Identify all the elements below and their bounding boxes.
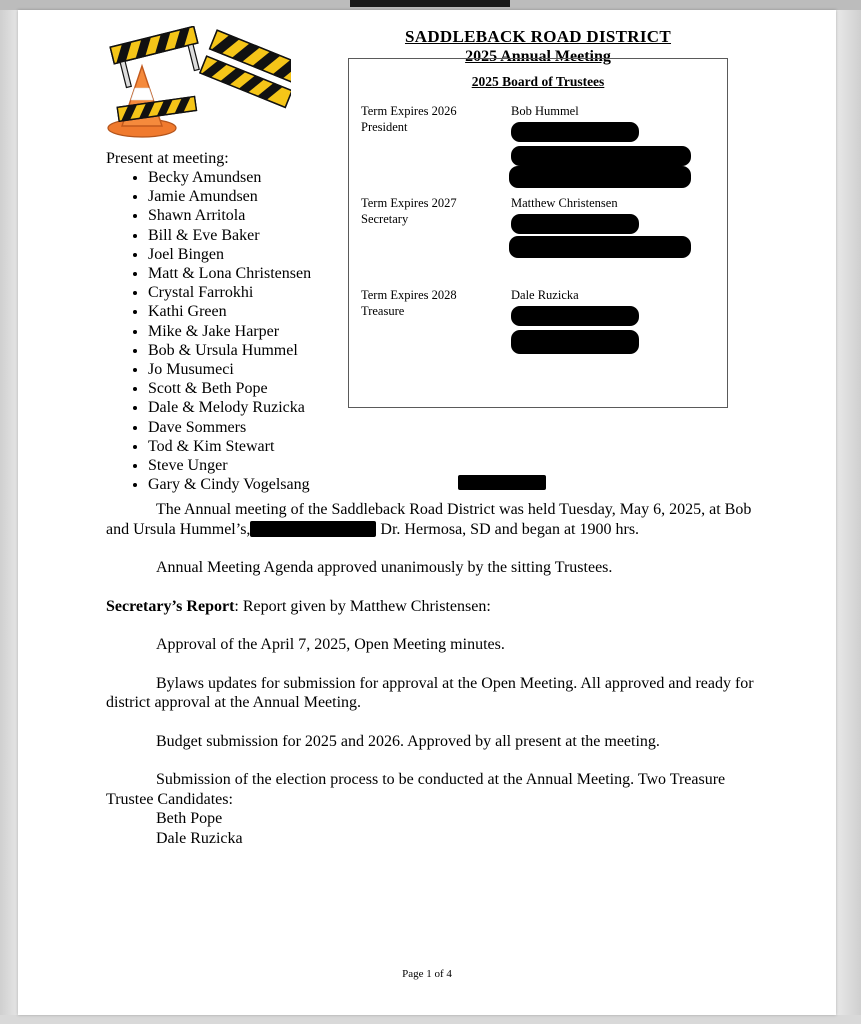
list-item: • Bob & Ursula Hummel: [148, 341, 311, 360]
redaction-bar: [511, 306, 639, 326]
redaction-bar: [509, 236, 691, 258]
candidate-name: Beth Pope: [156, 810, 223, 827]
page-right-margin: [836, 10, 861, 1015]
minutes-paragraph: Approval of the April 7, 2025, Open Meeting minutes.: [156, 636, 505, 653]
secretary-report-heading: Secretary’s Report: [106, 597, 235, 615]
list-item: • Becky Amundsen: [148, 168, 311, 187]
trustees-heading: 2025 Board of Trustees: [471, 74, 605, 89]
trustee-term: Term Expires 2027: [361, 196, 457, 210]
redaction-bar: [458, 475, 546, 490]
agenda-paragraph: Annual Meeting Agenda approved unanimously by the sitting Trustees.: [156, 559, 613, 576]
redaction-bar: [511, 122, 639, 142]
trustee-term-role: [361, 196, 511, 227]
list-item: • Bill & Eve Baker: [148, 226, 311, 245]
trustee-row: [349, 104, 727, 182]
list-item: • Tod & Kim Stewart: [148, 437, 311, 456]
trustee-role: Treasure: [361, 303, 405, 318]
list-item: • Shawn Arritola: [148, 206, 311, 225]
election-paragraph: Submission of the election process to be conducted at the Annual Meeting. Two Treasure Trustee Candidates:: [106, 771, 726, 808]
board-of-trustees-box: [348, 58, 728, 408]
budget-paragraph: Budget submission for 2025 and 2026. Approved by all present at the meeting.: [156, 732, 660, 750]
redaction-bar: [511, 330, 639, 354]
page-left-margin: [0, 10, 18, 1015]
list-item: • Mike & Jake Harper: [148, 322, 311, 341]
list-item: • Gary & Cindy Vogelsang: [148, 475, 311, 494]
page-subtitle: 2025 Annual Meeting: [465, 48, 611, 66]
list-item: • Joel Bingen: [148, 245, 311, 264]
device-notch: [350, 0, 510, 7]
page-title: SADDLEBACK ROAD DISTRICT: [404, 27, 672, 46]
redaction-bar: [511, 146, 691, 166]
document-page: [18, 10, 836, 1015]
redaction-bar: [509, 166, 691, 188]
redaction-bar: [250, 521, 376, 537]
trustee-term-role: [361, 104, 511, 135]
list-item: • Crystal Farrokhi: [148, 283, 311, 302]
opening-paragraph: [106, 500, 756, 539]
bylaws-paragraph: Bylaws updates for submission for approval at the Open Meeting. All approved and ready for district approval at the Annual Meeting.: [106, 674, 754, 711]
present-label: Present at meeting:: [106, 150, 229, 167]
trustee-term: Term Expires 2028: [361, 288, 457, 302]
trustee-role: Secretary: [361, 211, 409, 226]
list-item: • Jo Musumeci: [148, 360, 311, 379]
attendee-list: [126, 168, 311, 494]
secretary-report-intro: : Report given by Matthew Christensen:: [234, 597, 491, 615]
opening-text-part2: Dr. Hermosa, SD and began at 1900 hrs.: [380, 520, 640, 538]
secretary-report-paragraph: [106, 597, 756, 617]
list-item: • Dave Sommers: [148, 418, 311, 437]
trustee-name: Dale Ruzicka: [511, 288, 579, 302]
trustee-role: President: [361, 119, 408, 134]
candidate-name: Dale Ruzicka: [156, 829, 243, 847]
document-body: [106, 500, 756, 848]
list-item: • Kathi Green: [148, 302, 311, 321]
opening-text-part1: The Annual meeting of the Saddleback Road District was held Tuesday, May 6, 2025, at Bob and Ursula Hummel’s,: [106, 501, 752, 538]
trustee-row: [349, 196, 727, 274]
list-item: • Matt & Lona Christensen: [148, 264, 311, 283]
redaction-bar: [511, 214, 639, 234]
construction-clipart: [96, 26, 291, 141]
trustee-row: [349, 288, 727, 366]
list-item: • Dale & Melody Ruzicka: [148, 398, 311, 417]
list-item: • Steve Unger: [148, 456, 311, 475]
trustee-term-role: [361, 288, 511, 319]
trustee-name: Matthew Christensen: [511, 196, 618, 210]
page-footer: Page 1 of 4: [402, 968, 452, 980]
list-item: • Jamie Amundsen: [148, 187, 311, 206]
list-item: • Scott & Beth Pope: [148, 379, 311, 398]
trustee-name: Bob Hummel: [511, 104, 579, 118]
trustee-term: Term Expires 2026: [361, 104, 457, 118]
